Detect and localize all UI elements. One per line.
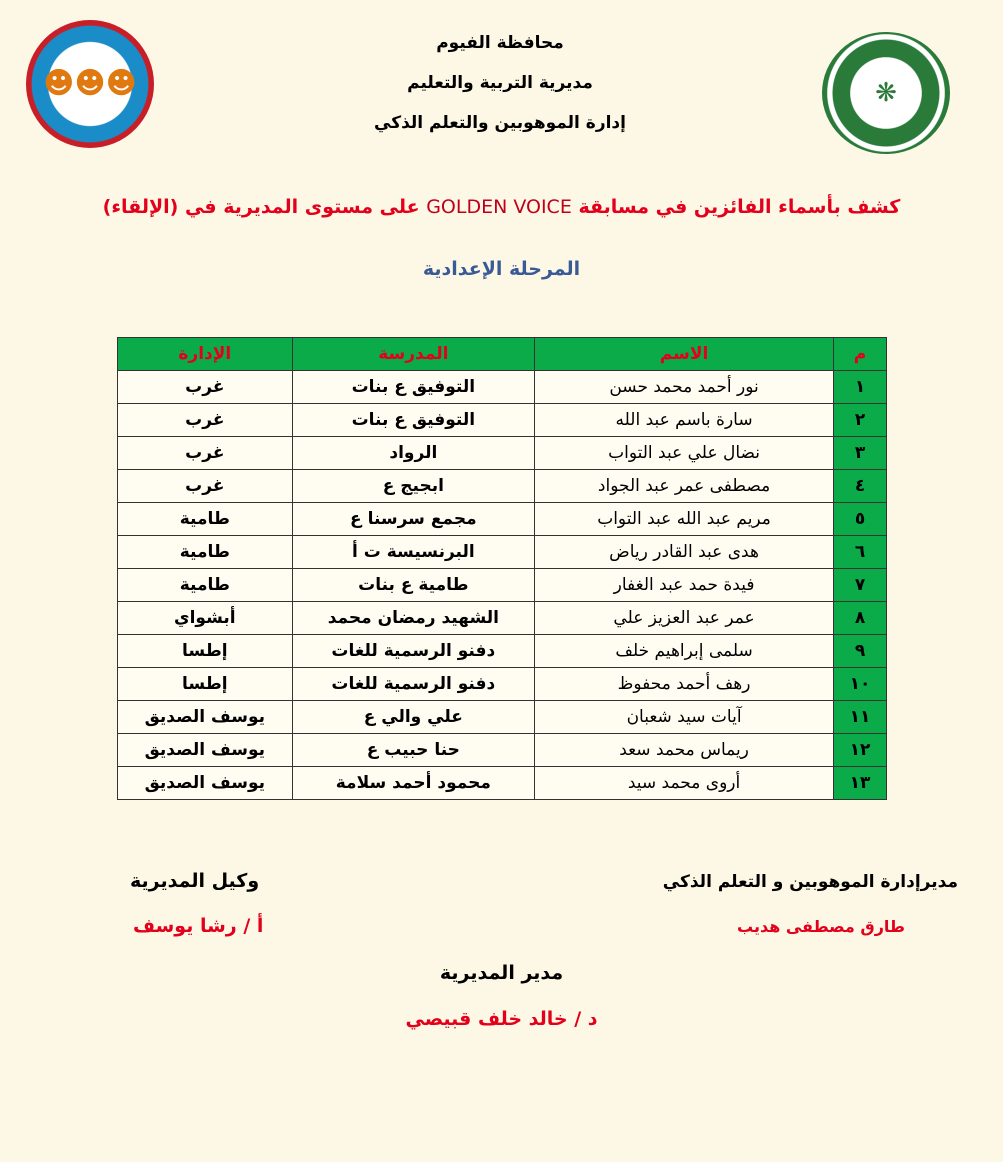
- directorate-director-name: د / خالد خلف قبيصي: [405, 1008, 598, 1030]
- stage-label: المرحلة الإعدادية: [422, 258, 581, 280]
- deputy-name: أ / رشا يوسف: [133, 915, 264, 937]
- deputy-title: وكيل المديرية: [130, 870, 260, 892]
- table-row: [118, 734, 887, 767]
- admin-name: طامية: [118, 536, 293, 569]
- directorate-logo: [822, 32, 950, 154]
- title-part-2: على مستوى المديرية في (الإلقاء): [102, 196, 420, 218]
- table-row: [118, 371, 887, 404]
- col-header-admin: الإدارة: [118, 338, 293, 371]
- col-header-school: المدرسة: [292, 338, 534, 371]
- school-name: علي والي ع: [292, 701, 534, 734]
- admin-name: غرب: [118, 437, 293, 470]
- admin-name: غرب: [118, 371, 293, 404]
- department-name: إدارة الموهوبين والتعلم الذكي: [374, 113, 626, 133]
- school-name: ابجيج ع: [292, 470, 534, 503]
- school-name: دفنو الرسمية للغات: [292, 635, 534, 668]
- school-name: التوفيق ع بنات: [292, 404, 534, 437]
- row-num: ١٢: [834, 734, 887, 767]
- student-name: نضال علي عبد التواب: [535, 437, 834, 470]
- competition-name: GOLDEN VOICE: [426, 196, 572, 218]
- row-num: ٥: [834, 503, 887, 536]
- title-part-1: كشف بأسماء الفائزين في مسابقة: [578, 196, 901, 218]
- school-name: طامية ع بنات: [292, 569, 534, 602]
- admin-name: يوسف الصديق: [118, 767, 293, 800]
- col-header-name: الاسم: [535, 338, 834, 371]
- school-name: التوفيق ع بنات: [292, 371, 534, 404]
- school-name: مجمع سرسنا ع: [292, 503, 534, 536]
- directorate-director-title: مدير المديرية: [439, 962, 564, 984]
- student-name: أروى محمد سيد: [535, 767, 834, 800]
- school-name: حنا حبيب ع: [292, 734, 534, 767]
- directorate-name: مديرية التربية والتعليم: [407, 73, 593, 93]
- school-name: محمود أحمد سلامة: [292, 767, 534, 800]
- governorate-name: محافظة الفيوم: [436, 33, 564, 53]
- row-num: ٩: [834, 635, 887, 668]
- row-num: ١٣: [834, 767, 887, 800]
- table-row: [118, 536, 887, 569]
- row-num: ١٠: [834, 668, 887, 701]
- row-num: ٢: [834, 404, 887, 437]
- student-name: فيدة حمد عبد الغفار: [535, 569, 834, 602]
- student-name: مصطفى عمر عبد الجواد: [535, 470, 834, 503]
- row-num: ١١: [834, 701, 887, 734]
- winners-table: [117, 337, 887, 800]
- school-name: الشهيد رمضان محمد: [292, 602, 534, 635]
- admin-name: إطسا: [118, 668, 293, 701]
- student-name: آيات سيد شعبان: [535, 701, 834, 734]
- admin-name: طامية: [118, 569, 293, 602]
- admin-name: أبشواي: [118, 602, 293, 635]
- row-num: ٦: [834, 536, 887, 569]
- row-num: ١: [834, 371, 887, 404]
- row-num: ٧: [834, 569, 887, 602]
- header: [320, 30, 680, 150]
- admin-name: غرب: [118, 470, 293, 503]
- student-name: رهف أحمد محفوظ: [535, 668, 834, 701]
- table-row: [118, 503, 887, 536]
- admin-name: يوسف الصديق: [118, 734, 293, 767]
- col-header-num: م: [834, 338, 887, 371]
- table-row: [118, 767, 887, 800]
- table-row: [118, 437, 887, 470]
- table-row: [118, 602, 887, 635]
- student-name: نور أحمد محمد حسن: [535, 371, 834, 404]
- table-row: [118, 635, 887, 668]
- document-title: [0, 196, 1003, 218]
- admin-name: طامية: [118, 503, 293, 536]
- student-name: ريماس محمد سعد: [535, 734, 834, 767]
- student-name: سلمى إبراهيم خلف: [535, 635, 834, 668]
- row-num: ٨: [834, 602, 887, 635]
- school-name: البرنسيسة ت أ: [292, 536, 534, 569]
- student-name: سارة باسم عبد الله: [535, 404, 834, 437]
- table-row: [118, 569, 887, 602]
- school-name: الرواد: [292, 437, 534, 470]
- admin-name: غرب: [118, 404, 293, 437]
- talent-director-name: طارق مصطفى هديب: [737, 917, 905, 936]
- student-name: هدى عبد القادر رياض: [535, 536, 834, 569]
- student-name: مريم عبد الله عبد التواب: [535, 503, 834, 536]
- student-name: عمر عبد العزيز علي: [535, 602, 834, 635]
- school-name: دفنو الرسمية للغات: [292, 668, 534, 701]
- people-figures-icon: ☻☻☻: [43, 66, 137, 101]
- table-row: [118, 701, 887, 734]
- people-circle-icon: ❋: [875, 78, 897, 108]
- table-row: [118, 668, 887, 701]
- table-header-row: [118, 338, 887, 371]
- admin-name: يوسف الصديق: [118, 701, 293, 734]
- talent-department-logo: [26, 20, 154, 148]
- row-num: ٣: [834, 437, 887, 470]
- talent-director-title: مديرإدارة الموهوبين و التعلم الذكي: [662, 872, 958, 892]
- admin-name: إطسا: [118, 635, 293, 668]
- table-row: [118, 404, 887, 437]
- table-row: [118, 470, 887, 503]
- row-num: ٤: [834, 470, 887, 503]
